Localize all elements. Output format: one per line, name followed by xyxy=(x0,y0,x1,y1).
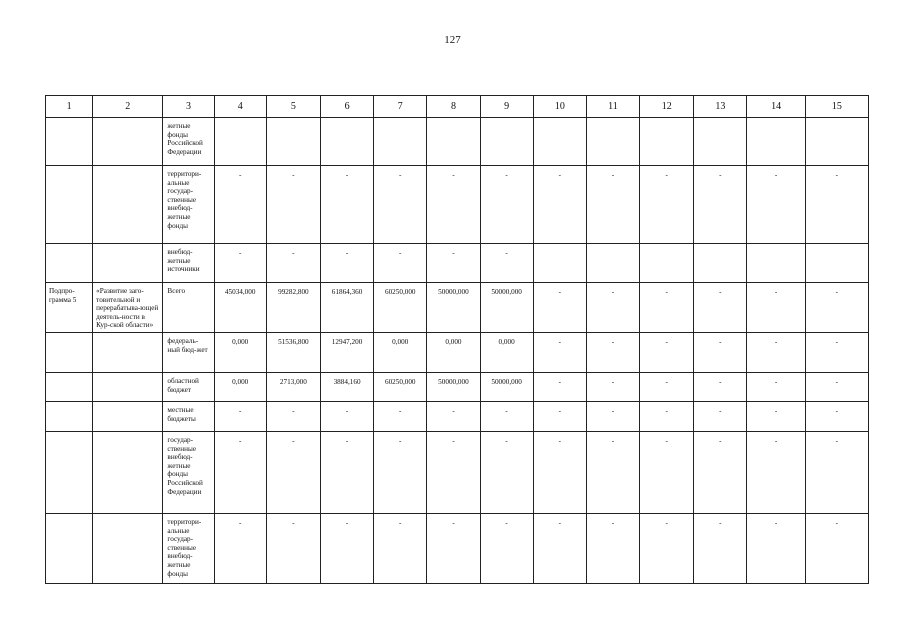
value-cell: - xyxy=(214,401,266,431)
program-cell: Подпро-грамма 5 xyxy=(46,283,93,333)
table-row xyxy=(46,372,869,401)
value-cell: - xyxy=(586,401,639,431)
page-number: 127 xyxy=(444,34,461,46)
program-cell xyxy=(46,244,93,283)
value-cell xyxy=(586,244,639,283)
value-cell: 61864,360 xyxy=(320,283,373,333)
value-cell: - xyxy=(586,283,639,333)
program-name-cell xyxy=(93,118,163,166)
value-cell: 60250,000 xyxy=(374,283,427,333)
value-cell: - xyxy=(374,431,427,513)
value-cell: - xyxy=(694,283,747,333)
header-cell: 12 xyxy=(640,96,694,118)
header-cell: 9 xyxy=(480,96,533,118)
value-cell: - xyxy=(694,332,747,372)
program-cell xyxy=(46,166,93,244)
value-cell: 0,000 xyxy=(427,332,480,372)
value-cell xyxy=(480,118,533,166)
header-row xyxy=(46,96,869,118)
value-cell: - xyxy=(586,372,639,401)
row-label-cell: территори-альные государ-ственные внебюд-жетные фонды xyxy=(163,166,214,244)
value-cell: - xyxy=(480,513,533,583)
value-cell: - xyxy=(533,401,586,431)
program-cell xyxy=(46,332,93,372)
value-cell: - xyxy=(640,166,694,244)
value-cell: 51536,800 xyxy=(266,332,320,372)
value-cell: - xyxy=(374,244,427,283)
value-cell: - xyxy=(694,513,747,583)
value-cell: - xyxy=(747,166,805,244)
value-cell: - xyxy=(586,166,639,244)
value-cell: - xyxy=(640,332,694,372)
value-cell: - xyxy=(320,244,373,283)
value-cell: - xyxy=(805,401,868,431)
program-name-cell xyxy=(93,166,163,244)
value-cell: - xyxy=(480,431,533,513)
value-cell: 3884,160 xyxy=(320,372,373,401)
value-cell xyxy=(640,118,694,166)
header-cell: 13 xyxy=(694,96,747,118)
value-cell xyxy=(747,244,805,283)
table-row xyxy=(46,118,869,166)
value-cell: - xyxy=(805,431,868,513)
value-cell: - xyxy=(640,372,694,401)
value-cell: 0,000 xyxy=(214,332,266,372)
value-cell xyxy=(533,244,586,283)
table-row xyxy=(46,513,869,583)
value-cell: - xyxy=(320,166,373,244)
value-cell xyxy=(533,118,586,166)
value-cell: - xyxy=(266,401,320,431)
program-cell xyxy=(46,372,93,401)
value-cell: - xyxy=(640,283,694,333)
value-cell: 99282,800 xyxy=(266,283,320,333)
value-cell xyxy=(805,244,868,283)
header-cell: 10 xyxy=(533,96,586,118)
value-cell: 0,000 xyxy=(374,332,427,372)
program-name-cell xyxy=(93,401,163,431)
value-cell: - xyxy=(805,283,868,333)
header-cell: 3 xyxy=(163,96,214,118)
program-cell xyxy=(46,431,93,513)
value-cell xyxy=(747,118,805,166)
value-cell: - xyxy=(374,166,427,244)
header-cell: 7 xyxy=(374,96,427,118)
value-cell: 50000,000 xyxy=(480,372,533,401)
row-label-cell: местные бюджеты xyxy=(163,401,214,431)
value-cell: - xyxy=(586,431,639,513)
program-name-cell xyxy=(93,332,163,372)
value-cell: - xyxy=(480,244,533,283)
table-row xyxy=(46,332,869,372)
header-cell: 4 xyxy=(214,96,266,118)
header-cell: 6 xyxy=(320,96,373,118)
table-row xyxy=(46,401,869,431)
value-cell: - xyxy=(640,401,694,431)
value-cell: - xyxy=(805,372,868,401)
value-cell: - xyxy=(805,166,868,244)
value-cell: - xyxy=(694,431,747,513)
row-label-cell: федераль-ный бюд-жет xyxy=(163,332,214,372)
value-cell xyxy=(586,118,639,166)
value-cell xyxy=(694,244,747,283)
value-cell: - xyxy=(533,166,586,244)
row-label-cell: государ-ственные внебюд-жетные фонды Российской Федерации xyxy=(163,431,214,513)
value-cell xyxy=(694,118,747,166)
value-cell: - xyxy=(586,513,639,583)
value-cell: 2713,000 xyxy=(266,372,320,401)
value-cell: - xyxy=(214,166,266,244)
table-row xyxy=(46,244,869,283)
program-name-cell xyxy=(93,431,163,513)
value-cell: - xyxy=(214,431,266,513)
value-cell xyxy=(266,118,320,166)
header-cell: 2 xyxy=(93,96,163,118)
value-cell: - xyxy=(374,513,427,583)
value-cell: - xyxy=(266,431,320,513)
value-cell: 12947,200 xyxy=(320,332,373,372)
value-cell: - xyxy=(694,372,747,401)
table-row xyxy=(46,431,869,513)
row-label-cell: Всего xyxy=(163,283,214,333)
value-cell: - xyxy=(694,401,747,431)
value-cell: - xyxy=(805,332,868,372)
value-cell xyxy=(427,118,480,166)
value-cell: - xyxy=(427,401,480,431)
value-cell: - xyxy=(805,513,868,583)
value-cell: - xyxy=(533,283,586,333)
value-cell: - xyxy=(480,166,533,244)
table-row xyxy=(46,166,869,244)
value-cell: - xyxy=(747,372,805,401)
value-cell xyxy=(374,118,427,166)
program-cell xyxy=(46,118,93,166)
header-cell: 1 xyxy=(46,96,93,118)
value-cell xyxy=(214,118,266,166)
table-body xyxy=(46,118,869,584)
program-cell xyxy=(46,513,93,583)
header-cell: 8 xyxy=(427,96,480,118)
value-cell: - xyxy=(214,513,266,583)
value-cell: - xyxy=(640,431,694,513)
value-cell: - xyxy=(747,513,805,583)
value-cell: 0,000 xyxy=(480,332,533,372)
value-cell: - xyxy=(320,431,373,513)
value-cell: - xyxy=(266,166,320,244)
program-name-cell: «Развитие заго-товительной и перерабатыва-ющей деятель-ности в Кур-ской области» xyxy=(93,283,163,333)
value-cell: - xyxy=(747,431,805,513)
value-cell: - xyxy=(266,244,320,283)
value-cell: - xyxy=(747,332,805,372)
value-cell: - xyxy=(427,166,480,244)
value-cell xyxy=(640,244,694,283)
value-cell: - xyxy=(533,372,586,401)
value-cell: - xyxy=(214,244,266,283)
value-cell: - xyxy=(427,431,480,513)
value-cell: - xyxy=(320,401,373,431)
header-cell: 14 xyxy=(747,96,805,118)
value-cell xyxy=(805,118,868,166)
value-cell xyxy=(320,118,373,166)
value-cell: - xyxy=(374,401,427,431)
value-cell: - xyxy=(533,431,586,513)
value-cell: 60250,000 xyxy=(374,372,427,401)
program-name-cell xyxy=(93,372,163,401)
value-cell: - xyxy=(747,283,805,333)
value-cell: - xyxy=(640,513,694,583)
value-cell: - xyxy=(694,166,747,244)
table-row xyxy=(46,283,869,333)
header-cell: 15 xyxy=(805,96,868,118)
budget-table xyxy=(45,95,869,584)
value-cell: - xyxy=(427,513,480,583)
value-cell: 0,000 xyxy=(214,372,266,401)
value-cell: - xyxy=(320,513,373,583)
program-name-cell xyxy=(93,244,163,283)
value-cell: - xyxy=(533,332,586,372)
value-cell: 50000,000 xyxy=(427,283,480,333)
row-label-cell: внебюд-жетные источники xyxy=(163,244,214,283)
value-cell: 50000,000 xyxy=(480,283,533,333)
program-cell xyxy=(46,401,93,431)
row-label-cell: областной бюджет xyxy=(163,372,214,401)
value-cell: - xyxy=(266,513,320,583)
row-label-cell: территори-альные государ-ственные внебюд-жетные фонды xyxy=(163,513,214,583)
value-cell: - xyxy=(480,401,533,431)
value-cell: 45034,000 xyxy=(214,283,266,333)
value-cell: - xyxy=(586,332,639,372)
program-name-cell xyxy=(93,513,163,583)
value-cell: - xyxy=(747,401,805,431)
header-cell: 11 xyxy=(586,96,639,118)
header-cell: 5 xyxy=(266,96,320,118)
row-label-cell: жетные фонды Российской Федерации xyxy=(163,118,214,166)
value-cell: 50000,000 xyxy=(427,372,480,401)
value-cell: - xyxy=(427,244,480,283)
value-cell: - xyxy=(533,513,586,583)
